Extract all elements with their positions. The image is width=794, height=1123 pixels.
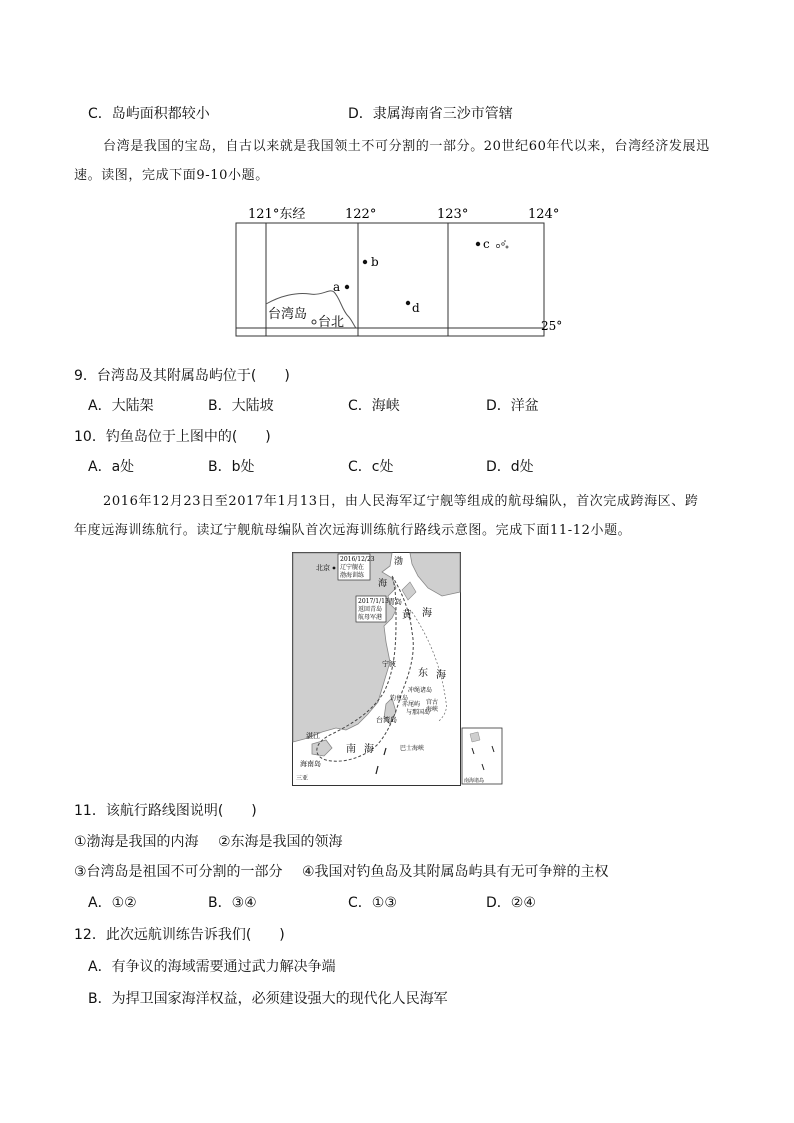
taipei-label: 台北 bbox=[318, 315, 345, 330]
callout-1-line2: 辽宁舰在 bbox=[340, 564, 365, 571]
q11-option-d: D．②④ bbox=[486, 895, 536, 911]
point-b-label: b bbox=[371, 255, 379, 269]
q11-statement-3: ③台湾岛是祖国不可分割的一部分 bbox=[74, 864, 283, 880]
islet-3 bbox=[506, 246, 508, 248]
islet-4 bbox=[504, 240, 506, 242]
ningbo-label: 宁波 bbox=[382, 660, 396, 668]
voyage-map bbox=[292, 552, 504, 786]
okinawa-label: 冲绳诸岛 bbox=[408, 687, 433, 694]
miyako-label-1: 宫古 bbox=[426, 699, 439, 706]
q9-option-a: A．大陆架 bbox=[88, 398, 154, 414]
q11-statement-2: ②东海是我国的领海 bbox=[218, 834, 343, 850]
south-sea-label-2: 海 bbox=[364, 744, 374, 755]
diaoyu-label: 钓鱼岛 bbox=[390, 695, 409, 702]
point-b-dot bbox=[363, 260, 367, 264]
point-c-dot bbox=[476, 242, 480, 246]
q11-statement-4: ④我国对钓鱼岛及其附属岛屿具有无可争辩的主权 bbox=[302, 864, 609, 880]
point-c-label: c bbox=[483, 237, 490, 251]
inset-land bbox=[470, 732, 480, 742]
hainan-label: 海南岛 bbox=[300, 760, 321, 768]
lon-123-label: 123° bbox=[437, 207, 469, 222]
east-sea-label-1: 东 bbox=[418, 668, 428, 679]
q8-option-c: C．岛屿面积都较小 bbox=[88, 106, 210, 122]
zhanjiang-label: 湛江 bbox=[306, 732, 320, 740]
lon-122-label: 122° bbox=[345, 207, 377, 222]
q12-option-b: B．为捍卫国家海洋权益，必须建设强大的现代化人民海军 bbox=[88, 991, 448, 1007]
q11-option-b: B．③④ bbox=[208, 895, 257, 911]
q11-statement-1: ①渤海是我国的内海 bbox=[74, 834, 199, 850]
callout-2-line2: 返回青岛 bbox=[358, 606, 383, 613]
bohai-label-1: 渤 bbox=[394, 557, 404, 567]
voyage-map-figure bbox=[292, 552, 504, 786]
q10-stem: 10．钓鱼岛位于上图中的( ) bbox=[74, 429, 271, 445]
callout-2-line3: 航母军港 bbox=[358, 614, 383, 621]
chiwei-label: 赤尾屿 bbox=[402, 701, 421, 708]
q9-stem: 9．台湾岛及其附属岛屿位于( ) bbox=[74, 368, 290, 384]
q12-stem: 12．此次远航训练告诉我们( ) bbox=[74, 927, 285, 943]
q9-option-b: B．大陆坡 bbox=[208, 398, 274, 414]
callout-1-line3: 渤海训练 bbox=[340, 572, 365, 579]
taipei-marker bbox=[312, 320, 316, 324]
inset-frame bbox=[462, 728, 502, 784]
yellow-sea-label-1: 黄 bbox=[402, 610, 412, 621]
lon-124-label: 124° bbox=[528, 207, 560, 222]
yellow-sea-label-2: 海 bbox=[422, 608, 432, 619]
islet-2 bbox=[502, 243, 505, 246]
q10-option-c: C．c处 bbox=[348, 459, 394, 475]
taiwan-map bbox=[230, 200, 563, 342]
intro2-line1: 2016年12月23日至2017年1月13日，由人民海军辽宁舰等组成的航母编队，首次完成跨海区、跨 bbox=[103, 494, 699, 509]
point-d-dot bbox=[406, 301, 410, 305]
q10-option-b: B．b处 bbox=[208, 459, 255, 475]
intro1-line1: 台湾是我国的宝岛，自古以来就是我国领土不可分割的一部分。20世纪60年代以来，台湾经济发展迅 bbox=[103, 139, 710, 154]
point-a-label: a bbox=[333, 280, 341, 294]
beijing-marker bbox=[333, 567, 336, 570]
south-sea-label-1: 南 bbox=[346, 744, 356, 755]
q9-option-d: D．洋盆 bbox=[486, 398, 539, 414]
callout-1-line1: 2016/12/23 bbox=[340, 556, 375, 563]
yonaguni-label: 与那国岛 bbox=[406, 709, 431, 716]
q8-option-d: D．隶属海南省三沙市管辖 bbox=[348, 106, 513, 122]
beijing-label: 北京 bbox=[316, 564, 330, 572]
taiwan-island-label-2: 台湾岛 bbox=[376, 716, 397, 724]
east-sea-label-2: 海 bbox=[436, 670, 446, 681]
intro1-line2: 速。读图，完成下面9-10小题。 bbox=[74, 168, 269, 183]
callout-2-line1: 2017/1/13 bbox=[358, 598, 389, 605]
q11-stem: 11．该航行路线图说明( ) bbox=[74, 803, 257, 819]
point-a-dot bbox=[345, 285, 349, 289]
q12-option-a: A．有争议的海域需要通过武力解决争端 bbox=[88, 959, 336, 975]
bashi-label: 巴士海峡 bbox=[400, 745, 425, 752]
intro2-line2: 年度远海训练航行。读辽宁舰航母编队首次远海训练航行路线示意图。完成下面11-12小题。 bbox=[74, 523, 632, 538]
taiwan-map-figure bbox=[230, 200, 563, 342]
point-d-label: d bbox=[412, 301, 420, 315]
bohai-label-2: 海 bbox=[378, 579, 388, 589]
qingdao-label: 青岛 bbox=[388, 598, 402, 606]
islet-1 bbox=[496, 244, 499, 247]
q9-option-c: C．海峡 bbox=[348, 398, 400, 414]
miyako-label-2: 海峡 bbox=[426, 706, 439, 713]
sanya-label: 三亚 bbox=[296, 775, 309, 782]
q11-option-c: C．①③ bbox=[348, 895, 397, 911]
q11-option-a: A．①② bbox=[88, 895, 137, 911]
lon-121-label: 121°东经 bbox=[248, 207, 306, 222]
q10-option-a: A．a处 bbox=[88, 459, 135, 475]
inset-label: 南海诸岛 bbox=[464, 778, 485, 784]
q10-option-d: D．d处 bbox=[486, 459, 534, 475]
lat-25-label: 25° bbox=[541, 319, 563, 333]
taiwan-island-label: 台湾岛 bbox=[268, 307, 308, 322]
